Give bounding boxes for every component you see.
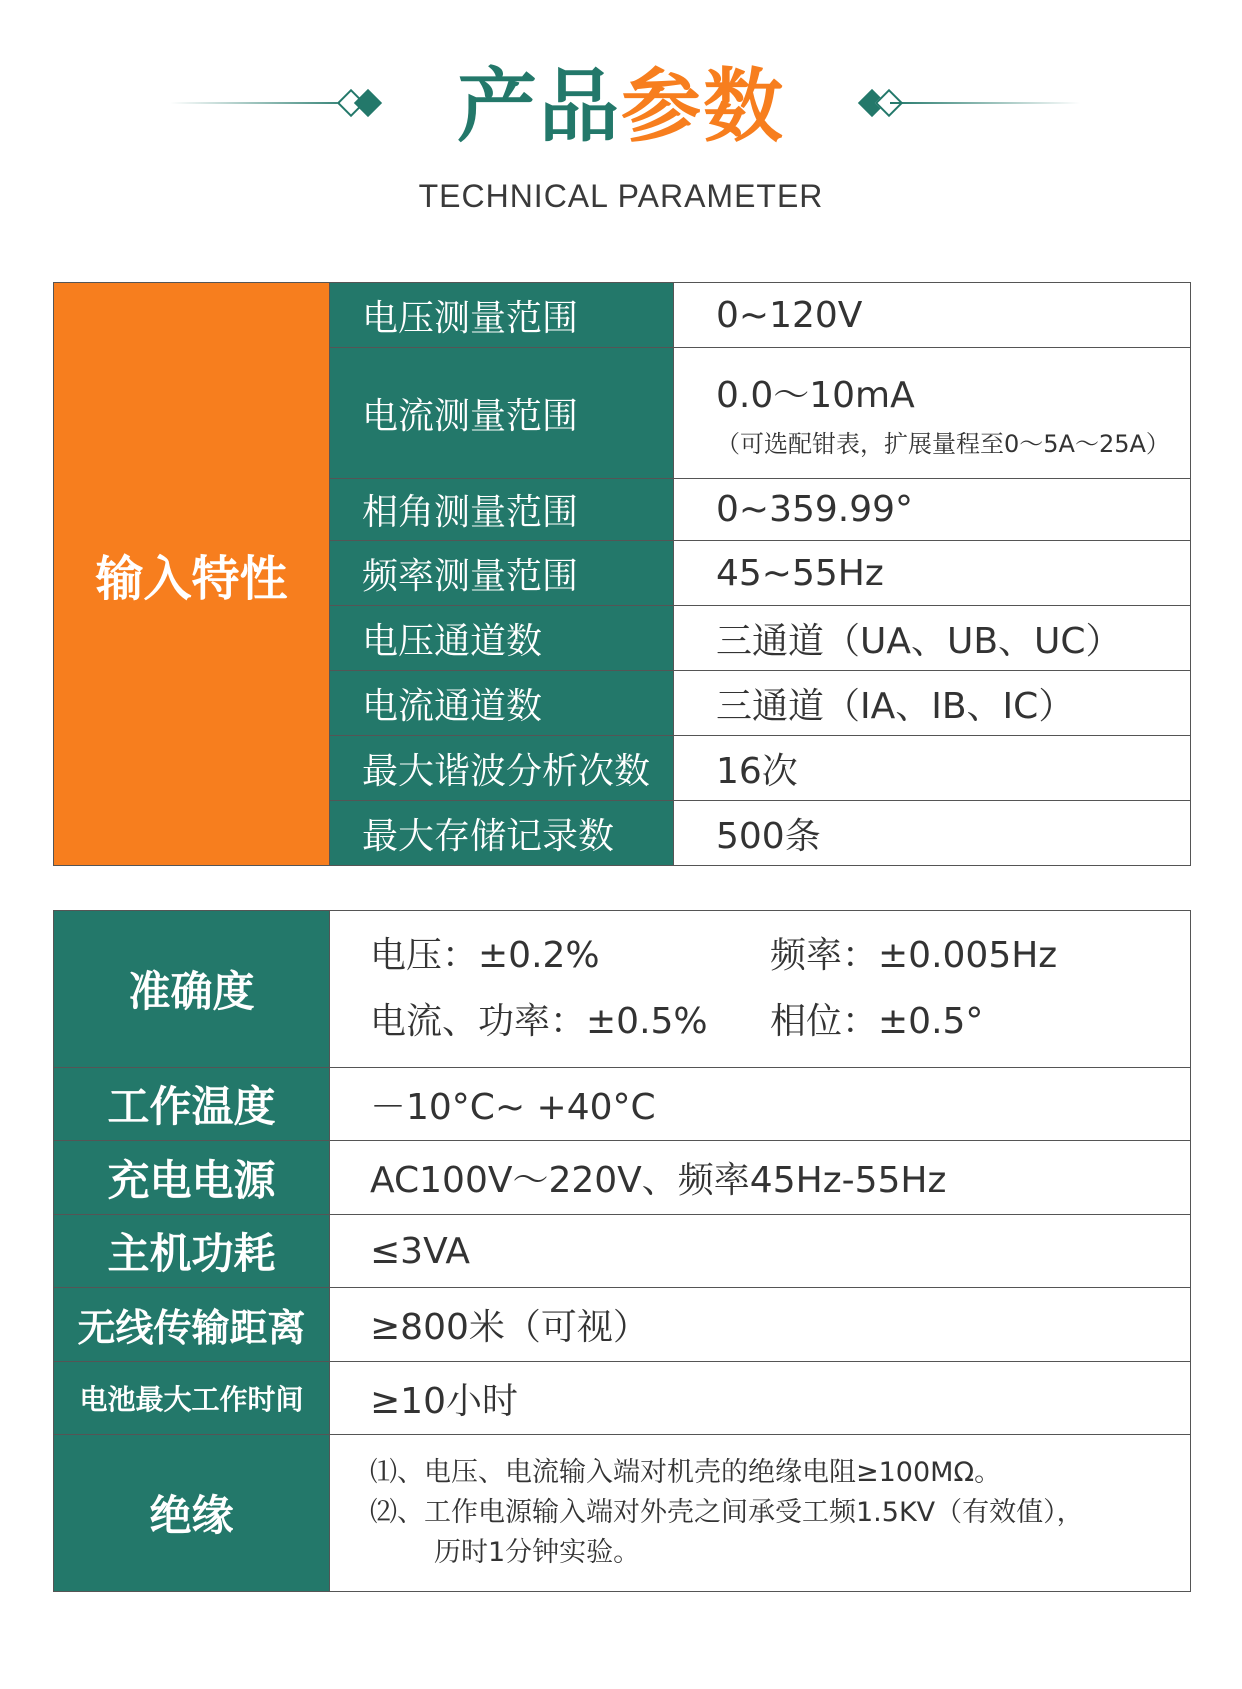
spec-label: 绝缘	[54, 1435, 330, 1592]
table-row	[54, 1435, 1191, 1592]
page-subtitle: TECHNICAL PARAMETER	[418, 178, 824, 214]
spec-label: 电流测量范围	[330, 348, 674, 479]
spec-value: －10°C~ +40°C	[330, 1068, 1191, 1141]
input-category-label: 输入特性	[54, 283, 330, 866]
spec-value: AC100V～220V、频率45Hz-55Hz	[330, 1141, 1191, 1215]
input-spec-table	[53, 282, 1191, 866]
title-part-green: 产品	[457, 60, 621, 153]
spec-value: 0.0～10mA	[716, 375, 915, 416]
spec-value: 0~120V	[674, 283, 1191, 348]
right-decorative-line	[890, 102, 1080, 104]
accuracy-phase: 相位：±0.5°	[770, 1001, 984, 1042]
spec-label: 相角测量范围	[330, 479, 674, 541]
spec-value: 0~359.99°	[674, 479, 1191, 541]
table-row	[54, 1068, 1191, 1141]
accuracy-current-power: 电流、功率：±0.5%	[370, 1001, 708, 1042]
accuracy-line	[370, 989, 1190, 1055]
spec-label: 最大谐波分析次数	[330, 736, 674, 801]
title-part-orange: 参数	[621, 60, 785, 153]
spec-label: 电压通道数	[330, 606, 674, 671]
general-spec-table	[53, 910, 1191, 1592]
page-header	[0, 0, 1242, 230]
accuracy-line	[370, 923, 1190, 989]
spec-value: 45~55Hz	[674, 541, 1191, 606]
table-row	[54, 1141, 1191, 1215]
table-row	[54, 911, 1191, 1068]
insulation-line: ⑵、工作电源输入端对外壳之间承受工频1.5KV（有效值），	[370, 1497, 1084, 1528]
spec-value: ≤3VA	[330, 1215, 1191, 1288]
spec-label: 无线传输距离	[54, 1288, 330, 1362]
spec-value: 500条	[674, 801, 1191, 866]
insulation-line: 历时1分钟实验。	[434, 1537, 641, 1568]
spec-label: 最大存储记录数	[330, 801, 674, 866]
spec-label: 电池最大工作时间	[54, 1362, 330, 1435]
spec-label: 主机功耗	[54, 1215, 330, 1288]
table-row	[54, 1288, 1191, 1362]
spec-label: 频率测量范围	[330, 541, 674, 606]
page-title	[0, 62, 1242, 152]
accuracy-values	[330, 911, 1191, 1068]
table-row	[54, 1215, 1191, 1288]
spec-label: 工作温度	[54, 1068, 330, 1141]
spec-value: ≥10小时	[330, 1362, 1191, 1435]
spec-value-cell	[674, 348, 1191, 479]
table-row	[54, 1362, 1191, 1435]
spec-value: 16次	[674, 736, 1191, 801]
insulation-line: ⑴、电压、电流输入端对机壳的绝缘电阻≥100MΩ。	[370, 1457, 1002, 1488]
spec-label: 准确度	[54, 911, 330, 1068]
table-row	[54, 283, 1191, 348]
spec-label: 电压测量范围	[330, 283, 674, 348]
insulation-values	[330, 1435, 1191, 1592]
spec-value: 三通道（UA、UB、UC）	[674, 606, 1191, 671]
spec-label: 电流通道数	[330, 671, 674, 736]
spec-value: ≥800米（可视）	[330, 1288, 1191, 1362]
spec-label: 充电电源	[54, 1141, 330, 1215]
spec-note: （可选配钳表，扩展量程至0～5A～25A）	[716, 430, 1170, 458]
accuracy-frequency: 频率：±0.005Hz	[770, 935, 1058, 976]
spec-value: 三通道（IA、IB、IC）	[674, 671, 1191, 736]
accuracy-voltage: 电压：±0.2%	[370, 935, 600, 976]
